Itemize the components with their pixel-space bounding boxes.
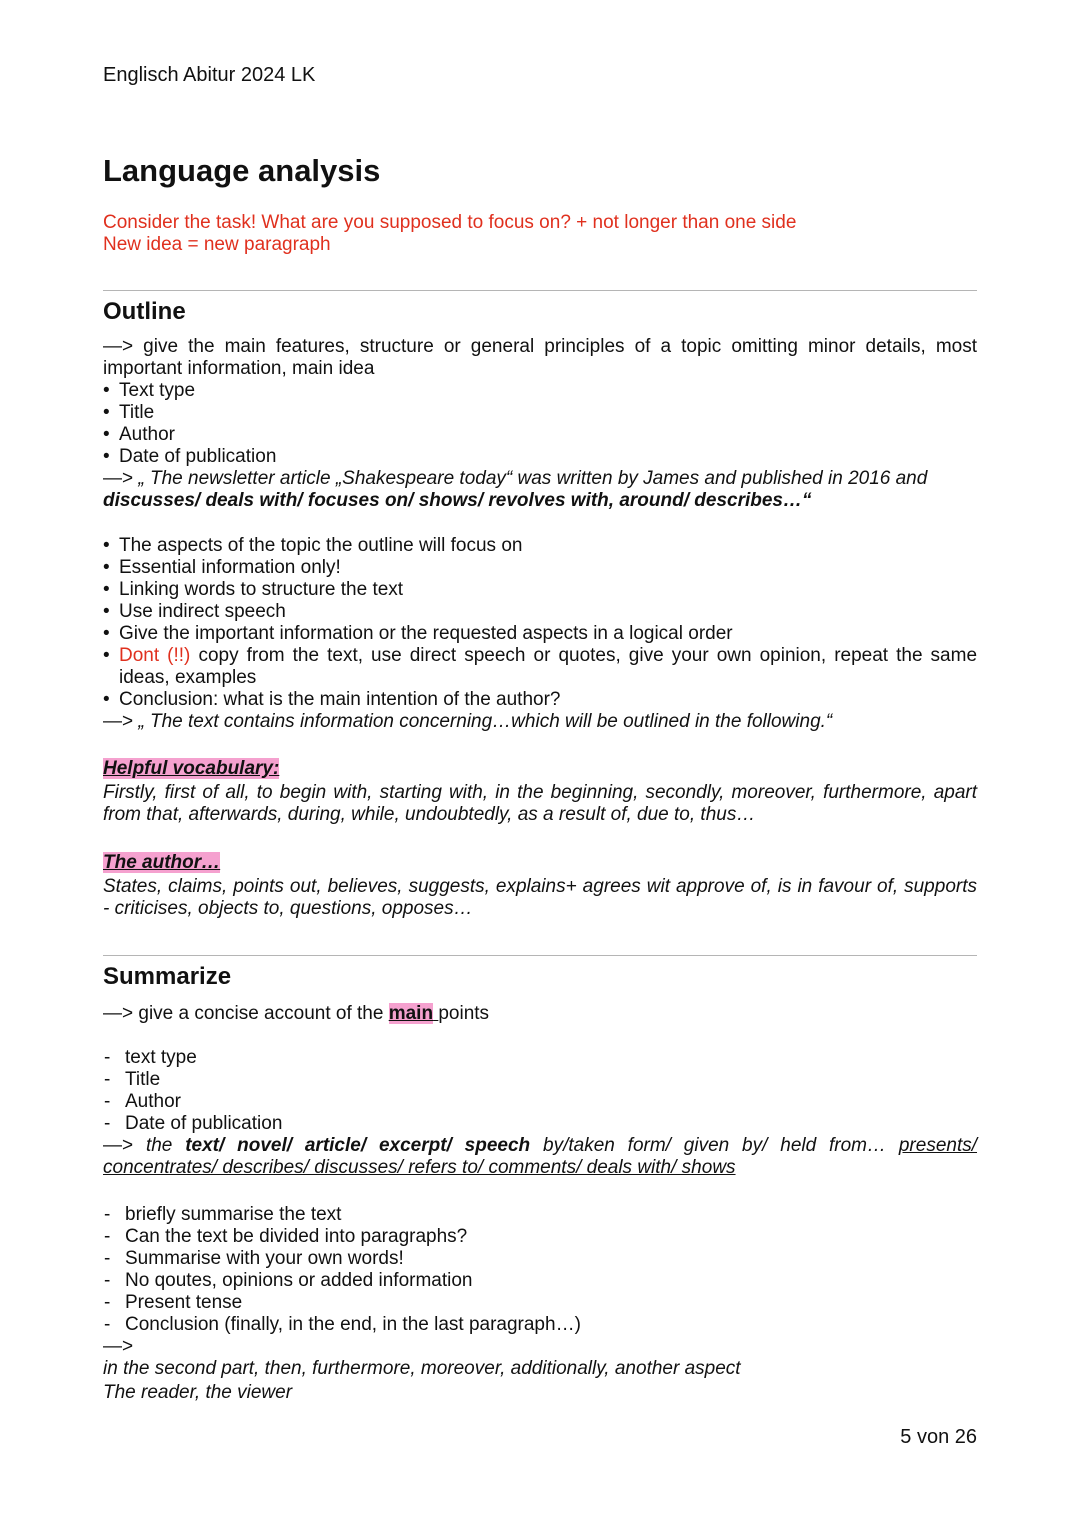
conclusion-example-text: „ The text contains information concerning…which will be outlined in the following.“: [138, 711, 833, 732]
outline-definition: —> give the main features, structure or general principles of a topic omitting minor details, most important information, main idea: [103, 336, 977, 379]
linking-words: [103, 1358, 741, 1380]
task-note: [103, 212, 796, 256]
list-item: • Date of publication: [103, 446, 977, 468]
page-title: Language analysis: [103, 153, 381, 188]
summarize-heading: Summarize: [103, 963, 232, 990]
example-underlined: presents/ concentrates/ describes/ discusses/ refers to/ comments/ deals with/ shows: [103, 1135, 978, 1178]
list-item: • Title: [103, 402, 977, 424]
arrow: —>: [103, 1135, 134, 1156]
list-item: - Author: [103, 1091, 977, 1113]
divider: [103, 955, 977, 956]
list-item: - Present tense: [103, 1292, 977, 1314]
list-item: - Can the text be divided into paragraphs?: [103, 1226, 977, 1248]
author-label-row: [103, 852, 220, 874]
example-italic: „ The newsletter article „Shakespeare today“ was written by James and published in 2016 and: [138, 468, 928, 489]
list-item-dont: [103, 645, 977, 689]
summarize-tips-list: [103, 1204, 977, 1336]
main-highlight: main: [388, 1003, 434, 1024]
outline-heading: Outline: [103, 298, 186, 325]
list-item: • Use indirect speech: [103, 601, 977, 623]
list-item: • Linking words to structure the text: [103, 579, 977, 601]
task-note-line-1: Consider the task! What are you supposed to focus on? + not longer than one side: [103, 212, 797, 233]
outline-example: [103, 468, 977, 512]
list-item: - No qoutes, opinions or added information: [103, 1270, 977, 1292]
vocab-label-row: [103, 758, 279, 780]
author-text: [103, 876, 977, 920]
outline-items-list: [103, 380, 977, 468]
list-item: • Give the important information or the requested aspects in a logical order: [103, 623, 977, 645]
list-item: - Title: [103, 1069, 977, 1091]
example-bold: discusses/ deals with/ focuses on/ shows/ revolves with, around/ describes…“: [103, 490, 812, 511]
example-the: the: [145, 1135, 173, 1156]
example-bold: text/ novel/ article/ excerpt/ speech: [185, 1135, 531, 1156]
list-item: - text type: [103, 1047, 977, 1069]
list-item: • Conclusion: what is the main intention of the author?: [103, 689, 977, 711]
definition-suffix: points: [438, 1003, 490, 1024]
page-number: 5 von 26: [900, 1426, 977, 1448]
reader-viewer-text: The reader, the viewer: [103, 1382, 293, 1403]
list-item: - Summarise with your own words!: [103, 1248, 977, 1270]
list-item: • The aspects of the topic the outline will focus on: [103, 535, 977, 557]
list-item: • Author: [103, 424, 977, 446]
summarize-definition: [103, 1003, 489, 1025]
outline-tips-list: [103, 535, 977, 711]
list-item: - Conclusion (finally, in the end, in the last paragraph…): [103, 1314, 977, 1336]
summarize-example: [103, 1135, 977, 1179]
author-label: The author…: [103, 852, 221, 873]
document-header: Englisch Abitur 2024 LK: [103, 64, 316, 86]
summarize-items-list: [103, 1047, 977, 1135]
arrow: —>: [103, 711, 134, 732]
example-mid: by/taken form/ given by/ held from…: [543, 1135, 887, 1156]
list-item: - briefly summarise the text: [103, 1204, 977, 1226]
author-text-content: States, claims, points out, believes, suggests, explains+ agrees wit approve of, is in favour of, supports - criticises, objects to, questions, opposes…: [103, 876, 977, 919]
dont-text: copy from the text, use direct speech or quotes, give your own opinion, repeat the same ideas, examples: [119, 645, 978, 688]
definition-prefix: —> give a concise account of the: [103, 1003, 384, 1024]
list-item: • Essential information only!: [103, 557, 977, 579]
list-item: • Text type: [103, 380, 977, 402]
conclusion-example: [103, 711, 832, 733]
task-note-line-2: New idea = new paragraph: [103, 234, 331, 255]
vocab-text: [103, 782, 977, 826]
reader-viewer: [103, 1382, 292, 1404]
divider: [103, 290, 977, 291]
vocab-label: Helpful vocabulary:: [103, 758, 280, 779]
linking-words-text: in the second part, then, furthermore, moreover, additionally, another aspect: [103, 1358, 741, 1379]
dont-warning: Dont (!!): [119, 645, 191, 666]
arrow: —>: [103, 468, 134, 489]
summarize-arrow: —>: [103, 1336, 134, 1357]
vocab-text-content: Firstly, first of all, to begin with, starting with, in the beginning, secondly, moreover, furthermore, apart from that, afterwards, during, while, undoubtedly, as a result of, due to, thus…: [103, 782, 977, 825]
list-item: - Date of publication: [103, 1113, 977, 1135]
